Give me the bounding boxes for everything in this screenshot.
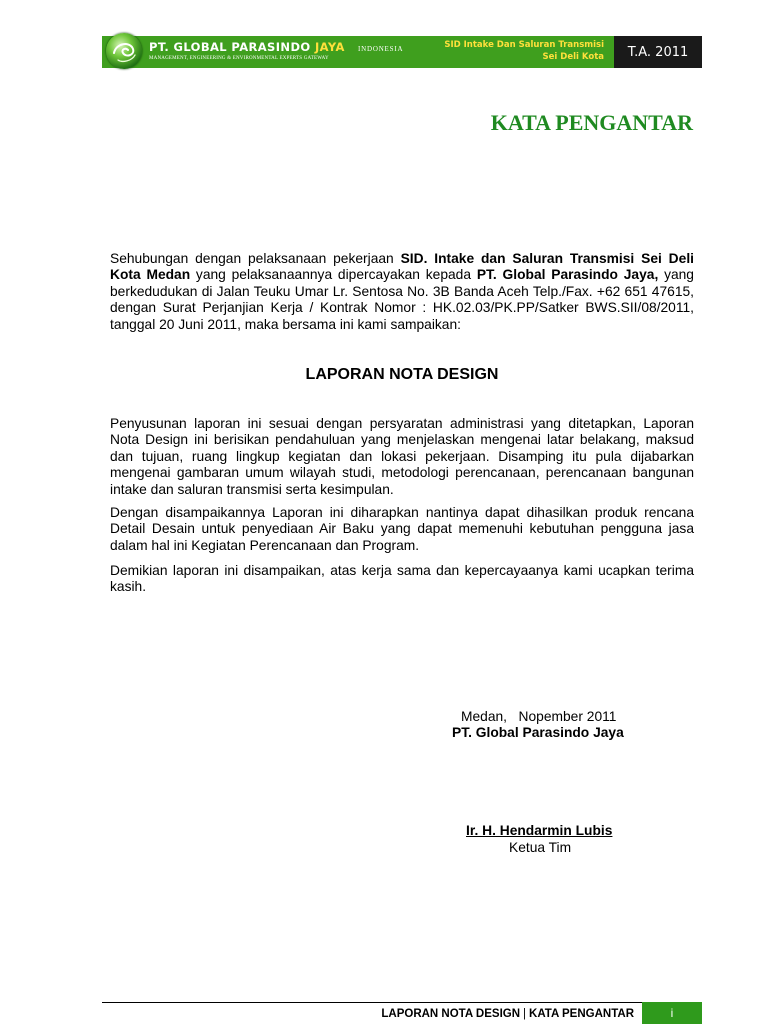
page-number: i — [642, 1002, 702, 1024]
report-title: LAPORAN NOTA DESIGN — [305, 366, 499, 383]
project-title-line1: SID Intake Dan Saluran Transmisi — [444, 40, 604, 50]
footer-doc-title: LAPORAN NOTA DESIGN — [381, 1008, 521, 1020]
signature-company: PT. Global Parasindo Jaya — [452, 725, 624, 740]
swirl-globe-logo-icon — [106, 33, 142, 69]
signatory-name: Ir. H. Hendarmin Lubis — [466, 823, 613, 838]
company-name: PT. GLOBAL PARASINDO JAYA — [149, 40, 345, 54]
signature-place-date: Medan, Nopember 2011 — [461, 709, 617, 724]
year-badge: T.A. 2011 — [614, 36, 702, 68]
body-paragraph: Demikian laporan ini disampaikan, atas kerja sama dan kepercayaanya kami ucapkan terima kasih. — [110, 563, 694, 595]
company-name-inline: PT. Global Parasindo Jaya, — [476, 267, 659, 283]
footer-label — [381, 1008, 634, 1020]
footer-section: KATA PENGANTAR — [529, 1008, 634, 1020]
project-title-line2: Sei Deli Kota — [542, 52, 604, 62]
page-title: KATA PENGANTAR — [490, 110, 693, 135]
project-name: SID. Intake dan Saluran Transmisi Sei Deli Kota Medan — [110, 251, 694, 283]
intro-paragraph: Sehubungan dengan pelaksanaan pekerjaan SID. Intake dan Saluran Transmisi Sei Deli Kota Medan yang pelaksanaannya dipercayakan kepada PT. Global Parasindo Jaya, yang berkedudukan di Jalan Teuku Umar Lr. Sentosa No. 3B Banda Aceh Telp./Fax. +62 651 47615, dengan Surat Perjanjian Kerja / Kontrak Nomor : HK.02.03/PK.PP/Satker BWS.SII/08/2011, tanggal 20 Juni 2011, maka bersama ini kami sampaikan: — [110, 251, 694, 332]
country-label: INDONESIA — [358, 45, 404, 53]
signatory-role: Ketua Tim — [509, 840, 572, 855]
body-paragraph: Dengan disampaikannya Laporan ini diharapkan nantinya dapat dihasilkan produk rencana Detail Desain untuk penyediaan Air Baku yang dapat memenuhi kebutuhan pengguna jasa dalam hal ini Kegiatan Perencanaan dan Program. — [110, 505, 694, 553]
header-banner — [102, 36, 702, 68]
footer-divider — [102, 1002, 642, 1003]
company-tagline: MANAGEMENT, ENGINEERING & ENVIRONMENTAL EXPERTS GATEWAY — [149, 56, 329, 61]
project-title — [444, 39, 604, 63]
footer-separator: | — [523, 1008, 527, 1020]
company-suffix: JAYA — [314, 40, 345, 54]
body-paragraph: Penyusunan laporan ini sesuai dengan persyaratan administrasi yang ditetapkan, Laporan Nota Design ini berisikan pendahuluan yang menjelaskan mengenai latar belakang, maksud dan tujuan, ruang lingkup kegiatan dan lokasi pekerjaan. Disamping itu pula dijabarkan mengenai gambaran umum wilayah studi, metodologi perencanaan, perencanaan bangunan intake dan saluran transmisi serta kesimpulan. — [110, 416, 694, 497]
